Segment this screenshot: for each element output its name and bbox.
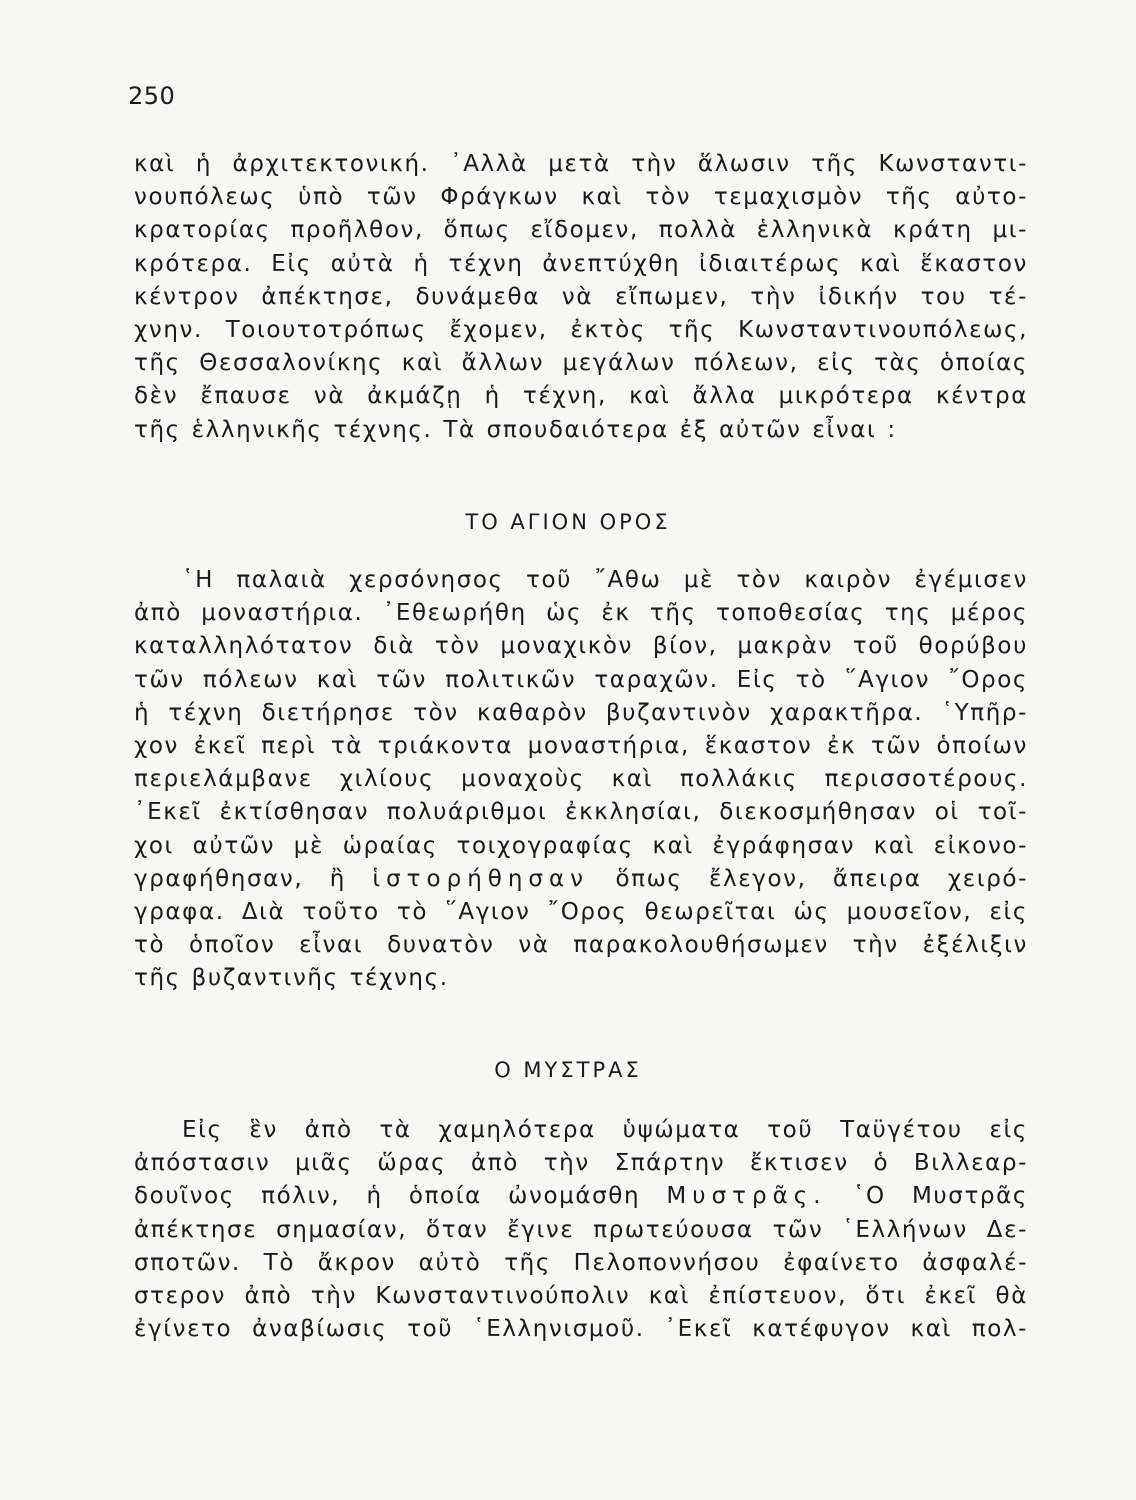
text-line: περιελάμβανε χιλίους μοναχοὺς καὶ πολλάκις περισσοτέρους.: [134, 766, 1028, 793]
paragraph-mystras: [134, 1114, 1028, 1346]
text-line: νουπόλεως ὑπὸ τῶν Φράγκων καὶ τὸν τεμαχισμὸν τῆς αὐτο-: [134, 184, 1028, 211]
text-line: ἀπόστασιν μιᾶς ὥρας ἀπὸ τὴν Σπάρτην ἔκτισεν ὁ Βιλλεαρ-: [134, 1150, 1028, 1177]
text-segment: δουῖνος πόλιν, ἡ ὁποία ὠνομάσθη: [134, 1183, 641, 1210]
text-segment: ῾Ο Μυστρᾶς: [852, 1183, 1028, 1210]
text-line: γραφα. Διὰ τοῦτο τὸ ῞Αγιον ῎Ορος θεωρεῖται ὡς μουσεῖον, εἰς: [134, 898, 1028, 925]
text-line: τῆς Θεσσαλονίκης καὶ ἄλλων μεγάλων πόλεων, εἰς τὰς ὁποίας: [134, 350, 1028, 377]
text-line-emphasis: [134, 863, 1028, 896]
text-line: σποτῶν. Τὸ ἄκρον αὐτὸ τῆς Πελοποννήσου ἐφαίνετο ἀσφαλέ-: [134, 1249, 1028, 1276]
paragraph-intro: [134, 148, 1028, 447]
text-line: χον ἐκεῖ περὶ τὰ τριάκοντα μοναστήρια, ἕκαστον ἐκ τῶν ὁποίων: [134, 732, 1028, 759]
spaced-emphasis: ἱστορήθησαν: [372, 865, 590, 892]
text-segment: γραφήθησαν, ἢ: [134, 865, 346, 892]
text-line: τῶν πόλεων καὶ τῶν πολιτικῶν ταραχῶν. Εἰς τὸ ῞Αγιον ῎Ορος: [134, 666, 1028, 693]
text-line: κέντρον ἀπέκτησε, δυνάμεθα νὰ εἴπωμεν, τὴν ἰδικήν του τέ-: [134, 283, 1028, 310]
text-line: καὶ ἡ ἀρχιτεκτονική. ᾿Αλλὰ μετὰ τὴν ἅλωσιν τῆς Κωνσταντι-: [134, 151, 1028, 177]
text-line: ῾Η παλαιὰ χερσόνησος τοῦ ῎Αθω μὲ τὸν καιρὸν ἐγέμισεν: [182, 567, 1028, 593]
text-line: ᾿Εκεῖ ἐκτίσθησαν πολυάριθμοι ἐκκλησίαι, διεκοσμήθησαν οἱ τοῖ-: [134, 799, 1028, 826]
page-number: 250: [128, 82, 176, 110]
text-line: στερον ἀπὸ τὴν Κωνσταντινούπολιν καὶ ἐπίστευον, ὅτι ἐκεῖ θὰ: [134, 1282, 1028, 1309]
text-line: Εἰς ἓν ἀπὸ τὰ χαμηλότερα ὑψώματα τοῦ Ταϋγέτου εἰς: [182, 1117, 1028, 1143]
spaced-emphasis: Μυστρᾶς.: [666, 1183, 827, 1210]
text-segment: ὅπως ἔλεγον, ἄπειρα χειρό-: [615, 865, 1028, 892]
text-line: χνην. Τοιουτοτρόπως ἔχομεν, ἐκτὸς τῆς Κωνσταντινουπόλεως,: [134, 316, 1028, 343]
text-line: τὸ ὁποῖον εἶναι δυνατὸν νὰ παρακολουθήσωμεν τὴν ἐξέλιξιν: [134, 932, 1028, 959]
text-line: ἀπὸ μοναστήρια. ᾿Εθεωρήθη ὡς ἐκ τῆς τοποθεσίας της μέρος: [134, 600, 1028, 627]
text-line: ἡ τέχνη διετήρησε τὸν καθαρὸν βυζαντινὸν χαρακτῆρα. ῾Υπῆρ-: [134, 699, 1028, 726]
text-line: τῆς βυζαντινῆς τέχνης.: [134, 965, 449, 992]
text-line: κρότερα. Εἰς αὐτὰ ἡ τέχνη ἀνεπτύχθη ἰδιαιτέρως καὶ ἕκαστον: [134, 250, 1028, 277]
text-line: καταλληλότατον διὰ τὸν μοναχικὸν βίον, μακρὰν τοῦ θορύβου: [134, 633, 1028, 660]
section-heading-mystras: Ο ΜΥΣΤΡΑΣ: [494, 1058, 642, 1082]
text-line: δὲν ἔπαυσε νὰ ἀκμάζῃ ἡ τέχνη, καὶ ἄλλα μικρότερα κέντρα: [134, 383, 1028, 410]
paragraph-mount-athos: [134, 564, 1028, 995]
text-line-emphasis: [134, 1180, 1028, 1213]
section-heading-mount-athos: ΤΟ ΑΓΙΟΝ ΟΡΟΣ: [465, 510, 671, 534]
text-line: κρατορίας προῆλθον, ὅπως εἴδομεν, πολλὰ ἑλληνικὰ κράτη μι-: [134, 217, 1028, 244]
text-line: ἐγίνετο ἀναβίωσις τοῦ ῾Ελληνισμοῦ. ᾿Εκεῖ κατέφυγον καὶ πολ-: [134, 1316, 1028, 1343]
text-line: χοι αὐτῶν μὲ ὡραίας τοιχογραφίας καὶ ἐγράφησαν καὶ εἰκονο-: [134, 832, 1028, 859]
text-line: τῆς ἑλληνικῆς τέχνης. Τὰ σπουδαιότερα ἐξ αὐτῶν εἶναι :: [134, 416, 897, 443]
text-line: ἀπέκτησε σημασίαν, ὅταν ἔγινε πρωτεύουσα τῶν ῾Ελλήνων Δε-: [134, 1216, 1028, 1243]
